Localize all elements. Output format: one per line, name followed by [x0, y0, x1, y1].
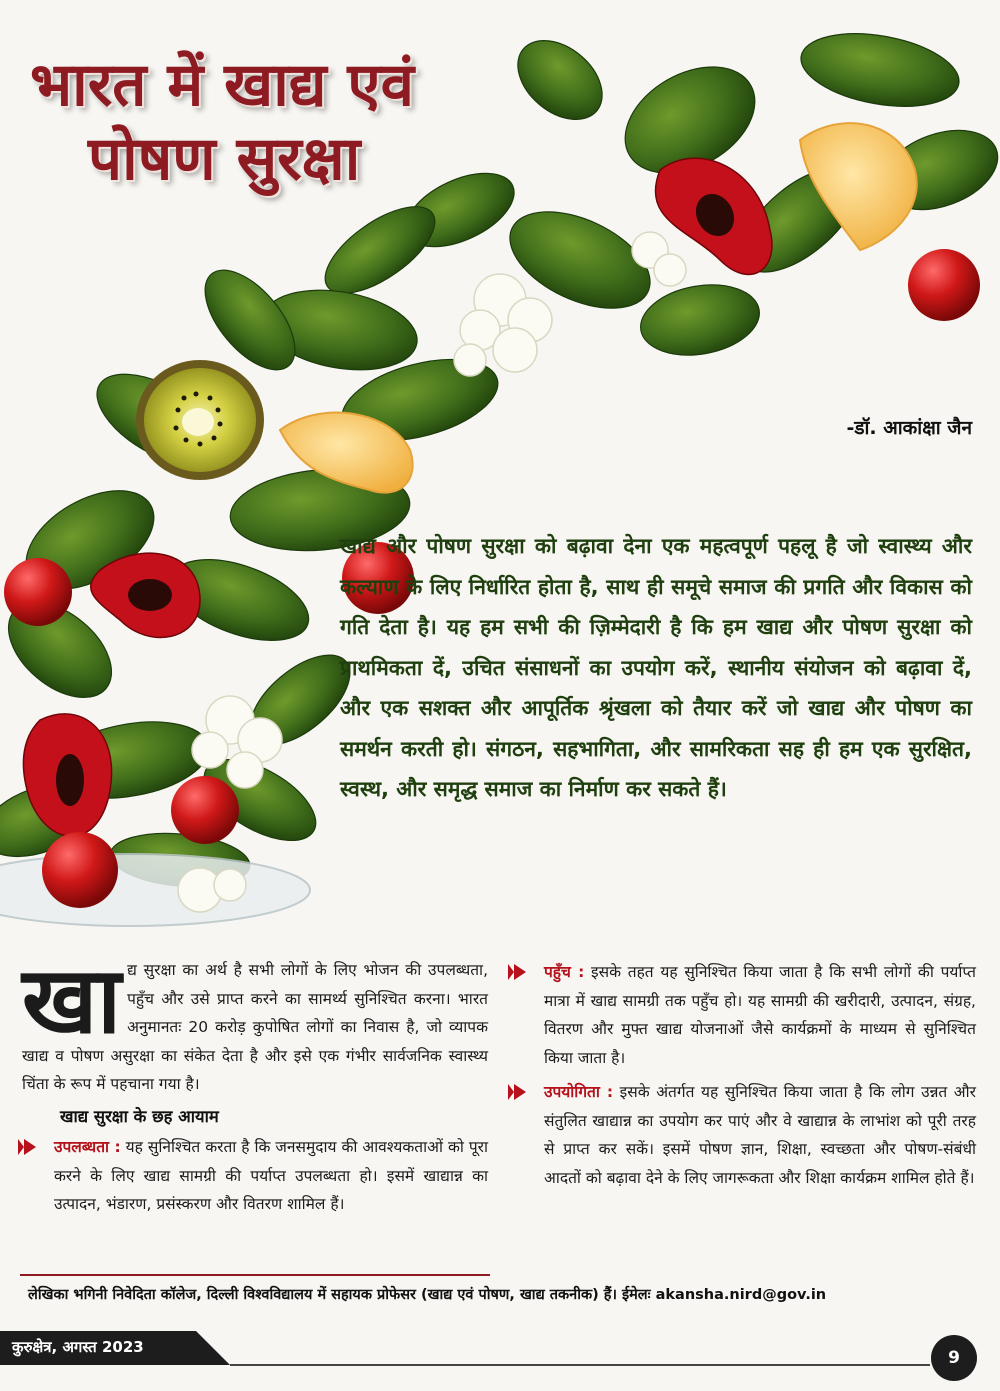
bullet-term: उपलब्धता :: [54, 1138, 121, 1156]
first-paragraph: [22, 947, 488, 1099]
bullet-text: इसके अंतर्गत यह सुनिश्चित किया जाता है कि लोग उन्नत और संतुलित खाद्यान्न का उपयोग कर पाएं और वे खाद्यान्न के लाभांश को पूरी तरह से प्राप्त कर सकें। इसमें पोषण ज्ञान, शिक्षा, स्वच्छता और पोषण-संबंधी आदतों को बढ़ावा देने के लिए जागरूकता और शिक्षा कार्यक्रम शामिल होते हैं।: [544, 1083, 976, 1187]
drop-cap: खा: [22, 947, 122, 1054]
double-chevron-icon: [24, 1139, 36, 1155]
page-number: 9: [931, 1335, 977, 1381]
bullet-term: पहुँच :: [544, 963, 585, 981]
article-title: [30, 48, 450, 196]
bullet-item: [512, 958, 976, 1072]
right-column: [512, 956, 976, 1192]
author-footnote: लेखिका भगिनी निवेदिता कॉलेज, दिल्ली विश्वविद्यालय में सहायक प्रोफेसर (खाद्य एवं पोषण, खाद्य तकनीक) हैं। ईमेलः akansha.nird@gov.in: [28, 1287, 827, 1303]
double-chevron-icon: [514, 1084, 526, 1100]
intro-paragraph: [340, 526, 972, 810]
bullet-text: इसके तहत यह सुनिश्चित किया जाता है कि सभी लोगों की पर्याप्त मात्रा में खाद्य सामग्री तक पहुँच हो। यह सामग्री की खरीदारी, उत्पादन, संग्रह, वितरण और मुफ्त खाद्य योजनाओं जैसे कार्यक्रमों के माध्यम से सुनिश्चित किया जाता है।: [544, 963, 976, 1067]
section-subheading: खाद्य सुरक्षा के छह आयाम: [60, 1106, 219, 1126]
bullet-text: यह सुनिश्चित करता है कि जनसमुदाय की आवश्यकताओं को पूरा करने के लिए खाद्य सामग्री की पर्याप्त उपलब्धता हो। इसमें खाद्यान्न का उत्पादन, भंडारण, प्रसंस्करण और वितरण शामिल हैं।: [54, 1138, 488, 1213]
double-chevron-icon: [514, 964, 526, 980]
magazine-issue: कुरुक्षेत्र, अगस्त 2023: [12, 1338, 144, 1356]
bullet-item: [22, 1133, 488, 1219]
title-line-1: भारत में खाद्य एवं: [30, 50, 414, 120]
kiwi-slice: [136, 360, 264, 480]
left-column: [22, 947, 488, 1219]
footer-line: [230, 1364, 930, 1366]
bullet-item: [512, 1078, 976, 1192]
intro-text: खाद्य और पोषण सुरक्षा को बढ़ावा देना एक महत्वपूर्ण पहलू है जो स्वास्थ्य और कल्याण के लिए निर्धारित होता है, साथ ही समूचे समाज की प्रगति और विकास को गति देता है। यह हम सभी की ज़िम्मेदारी है कि हम खाद्य और पोषण सुरक्षा को प्राथमिकता दें, उचित संसाधनों का उपयोग करें, स्थानीय संयोजन को बढ़ावा दें, और एक सशक्त और आपूर्तिक श्रृंखला को तैयार करें जो खाद्य और पोषण का समर्थन करती हो। संगठन, सहभागिता, और सामरिकता सह ही हम एक सुरक्षित, स्वस्थ, और समृद्ध समाज का निर्माण कर सकते हैं।: [340, 534, 972, 801]
footnote-divider: [20, 1274, 490, 1276]
first-paragraph-text: द्य सुरक्षा का अर्थ है सभी लोगों के लिए भोजन की उपलब्धता, पहुँच और उसे प्राप्त करने का सामर्थ्य सुनिश्चित करना। भारत अनुमानतः 20 करोड़ कुपोषित लोगों का निवास है, जो व्यापक खाद्य व पोषण असुरक्षा का संकेत देता है और इसे एक गंभीर सार्वजनिक स्वास्थ्य चिंता के रूप में पहचाना गया है।: [22, 961, 488, 1093]
title-line-2: पोषण सुरक्षा: [88, 124, 361, 194]
bullet-term: उपयोगिता :: [544, 1083, 614, 1101]
author-byline: -डॉ. आकांक्षा जैन: [846, 417, 972, 439]
